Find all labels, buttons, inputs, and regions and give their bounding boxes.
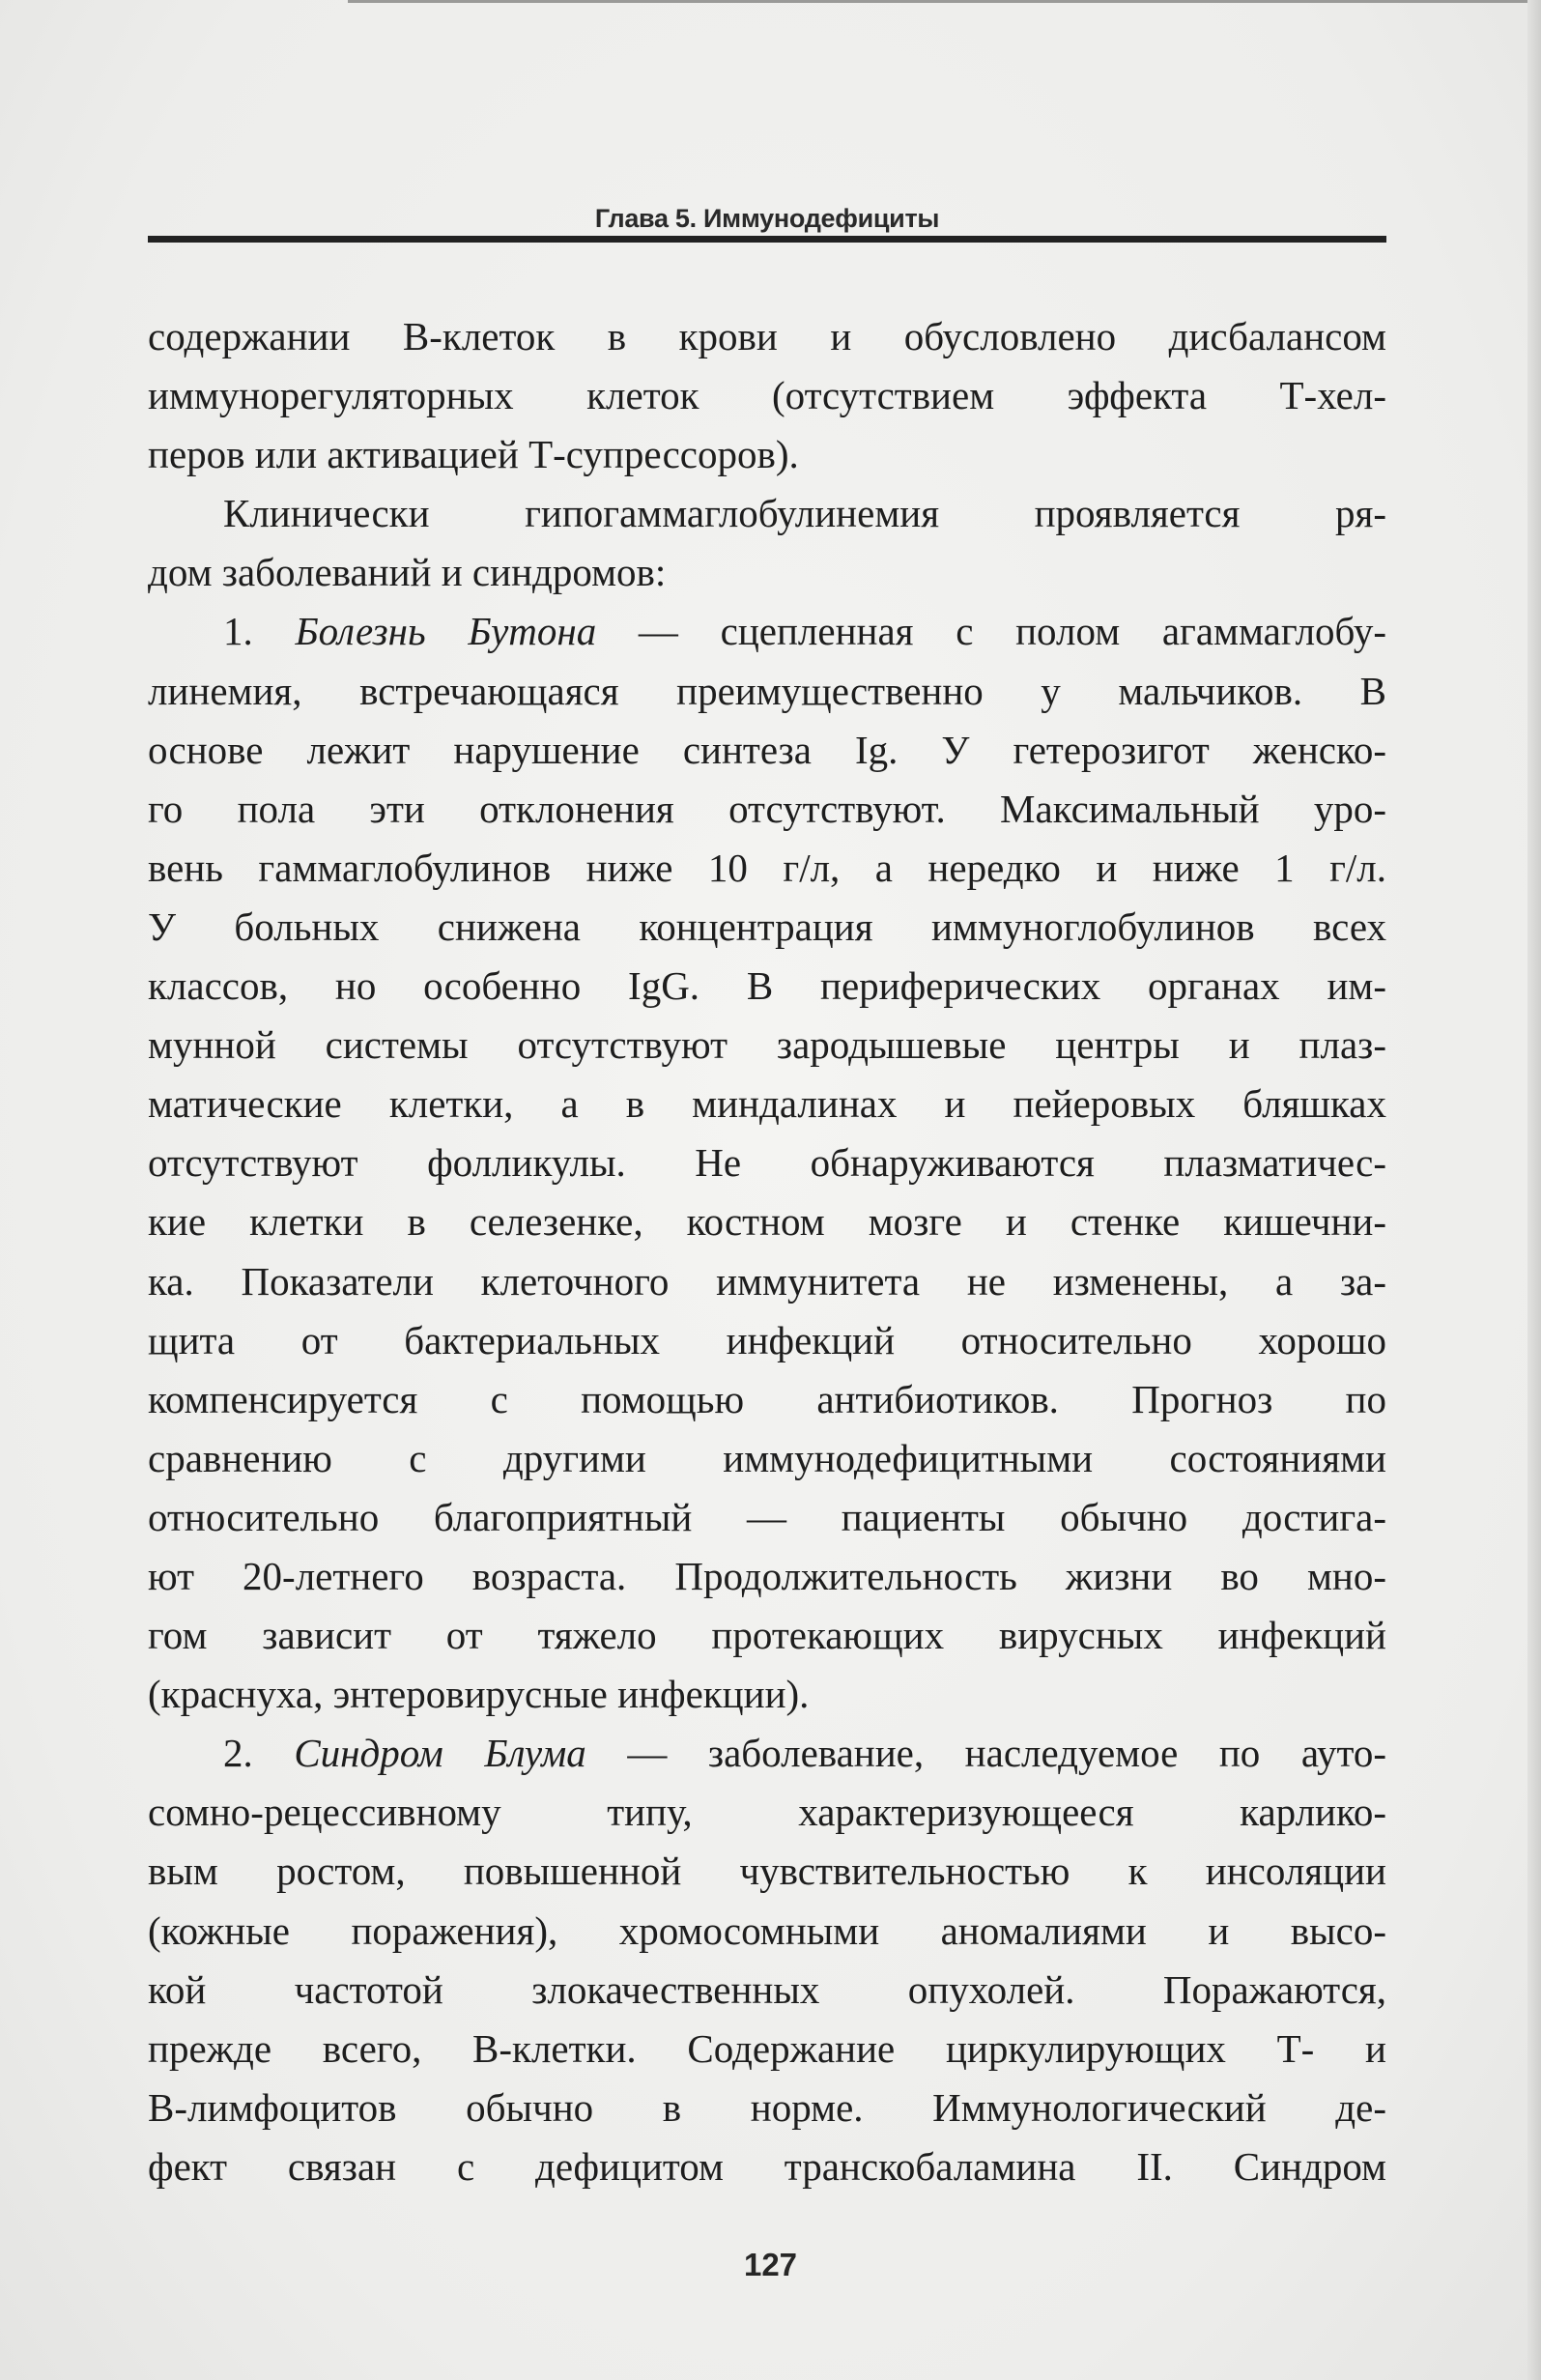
text-line: вым ростом, повышенной чувствительностью к инсоляции [148, 1849, 1386, 1894]
text-line: В-лимфоцитов обычно в норме. Иммунологический де- [148, 2084, 1386, 2130]
text-line: гом зависит от тяжело протекающих вирусных инфекций [148, 1613, 1386, 1658]
text-line: относительно благоприятный — пациенты обычно достига- [148, 1494, 1386, 1539]
text-line: сомно-рецессивному типу, характеризующееся карлико- [148, 1790, 1386, 1835]
running-title: Глава 5. Иммунодефициты [594, 204, 940, 233]
text-line: перов или активацией Т-супрессоров). [148, 432, 799, 477]
text-line: (краснуха, энтеровирусные инфекции). [148, 1672, 810, 1717]
text-line: сравнению с другими иммунодефицитными состояниями [148, 1435, 1386, 1480]
text-line: отсутствуют фолликулы. Не обнаруживаются плазматичес- [148, 1140, 1386, 1186]
text-line: кие клетки в селезенке, костном мозге и стенке кишечни- [148, 1199, 1386, 1245]
page-number: 127 [743, 2247, 798, 2282]
text-line: мунной системы отсутствуют зародышевые центры и плаз- [148, 1022, 1386, 1068]
text-line: го пола эти отклонения отсутствуют. Максимальный уро- [148, 786, 1386, 831]
text-line: матические клетки, а в миндалинах и пейеровых бляшках [148, 1081, 1386, 1127]
text-line: линемия, встречающаяся преимущественно у мальчиков. В [148, 668, 1386, 713]
text-line: ка. Показатели клеточного иммунитета не изменены, а за- [148, 1258, 1386, 1304]
text-line: Клинически гипогаммаглобулинемия проявляется ря- [223, 491, 1386, 536]
text-line: щита от бактериальных инфекций относительно хорошо [148, 1317, 1386, 1362]
text-line: классов, но особенно IgG. В периферических органах им- [148, 963, 1386, 1009]
text-line: содержании В-клеток в крови и обусловлено дисбалансом [148, 314, 1386, 358]
body-text [148, 307, 1386, 2196]
page-right-edge [1527, 0, 1541, 2380]
text-line: (кожные поражения), хромосомными аномалиями и высо- [148, 1907, 1386, 1953]
text-line: основе лежит нарушение синтеза Ig. У гетерозигот женско- [148, 727, 1386, 772]
text-line: У больных снижена концентрация иммуноглобулинов всех [148, 903, 1386, 949]
page-top-edge [348, 0, 1541, 3]
running-header [148, 193, 1386, 243]
text-line: дом заболеваний и синдромов: [148, 550, 667, 595]
text-line: 1. Болезнь Бутона — сцепленная с полом агаммаглобу- [223, 609, 1387, 654]
disease-name: Синдром Блума [294, 1731, 586, 1776]
text-line: ют 20-летнего возраста. Продолжительность жизни во мно- [148, 1553, 1386, 1598]
text-line: прежде всего, В-клетки. Содержание циркулирующих Т- и [148, 2025, 1386, 2071]
disease-name: Болезнь Бутона [295, 609, 597, 654]
text-line: фект связан с дефицитом транскобаламина II. Синдром [148, 2143, 1386, 2189]
text-line: компенсируется с помощью антибиотиков. Прогноз по [148, 1376, 1386, 1421]
text-line: вень гаммаглобулинов ниже 10 г/л, а нередко и ниже 1 г/л. [148, 845, 1386, 890]
text-line: иммунорегуляторных клеток (отсутствием эффекта Т-хел- [148, 373, 1386, 418]
text-line: 2. Синдром Блума — заболевание, наследуемое по ауто- [223, 1731, 1387, 1776]
text-line: кой частотой злокачественных опухолей. Поражаются, [148, 1966, 1386, 2012]
